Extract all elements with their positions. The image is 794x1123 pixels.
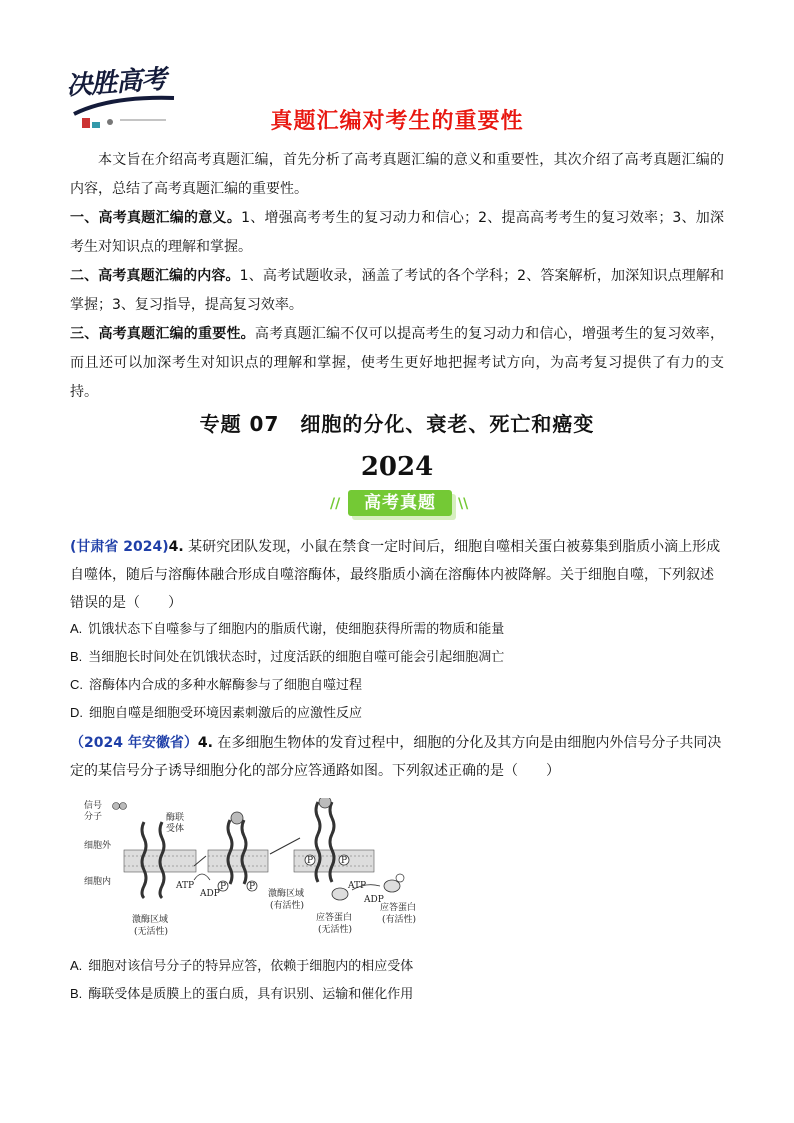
question-1-option-a: [70, 619, 504, 640]
label-receptor-1: 酶联: [166, 813, 185, 823]
bound-signal-icon: [319, 798, 331, 808]
signal-molecule-icon: [113, 803, 120, 810]
question-1-stem: [70, 533, 724, 617]
bound-signal-icon: [231, 812, 243, 824]
badge-slash-left-icon: //: [330, 496, 341, 512]
phosphate-label: P: [307, 856, 314, 866]
section-3-heading: 三、高考真题汇编的重要性。: [70, 326, 255, 342]
label-atp-1: ATP: [176, 881, 195, 891]
label-receptor-2: 受体: [166, 824, 185, 834]
document-title: 真题汇编对考生的重要性: [270, 109, 524, 134]
option-letter: B.: [70, 649, 83, 664]
label-response-inactive-2: (无活性): [318, 925, 353, 935]
section-1: [70, 204, 724, 262]
phosphate-label: P: [249, 882, 256, 892]
section-3-text: 高考真题汇编不仅可以提高考生的复习动力和信心，增强考生的复习效率，而且还可以加深考生对知识点的理解和掌握，使考生更好地把握考试方向，为高考复习提供了有力的支持。: [70, 326, 724, 400]
logo-text: 决胜高考: [65, 64, 168, 102]
option-letter: A.: [70, 958, 83, 973]
option-text: 饥饿状态下自噬参与了细胞内的脂质代谢，使细胞获得所需的物质和能量: [88, 622, 505, 637]
label-kinase-active-1: 激酶区域: [268, 889, 305, 899]
response-protein-active-icon: [384, 880, 400, 892]
label-kinase-active-2: (有活性): [270, 901, 305, 911]
exam-badge: [330, 488, 470, 522]
phosphate-icon: [396, 874, 404, 882]
receptor-middle-b: [242, 820, 246, 884]
option-text: 细胞对该信号分子的特异应答，依赖于细胞内的相应受体: [88, 959, 414, 974]
badge-label: 高考真题: [348, 490, 452, 516]
label-signal: 信号: [84, 801, 103, 811]
question-1-source: (甘肃省 2024): [70, 539, 169, 555]
option-letter: D.: [70, 705, 83, 720]
label-outside: 细胞外: [84, 841, 112, 851]
label-response-inactive-1: 应答蛋白: [316, 913, 353, 923]
topic-title: 专题 07 细胞的分化、衰老、死亡和癌变: [199, 412, 595, 436]
option-letter: A.: [70, 621, 83, 636]
question-1-option-c: [70, 675, 362, 696]
option-text: 细胞自噬是细胞受环境因素刺激后的应激性反应: [89, 706, 363, 721]
question-1-option-b: [70, 647, 504, 668]
section-1-text: 1、增强高考考生的复习动力和信心；2、提高高考考生的复习效率；3、加深考生对知识点的理解和掌握。: [70, 210, 724, 255]
label-adp-1: ADP: [200, 889, 220, 899]
year-heading: 2024: [360, 452, 434, 482]
section-2-text: 1、高考试题收录，涵盖了考试的各个学科；2、答案解析，加深知识点理解和掌握；3、复习指导，提高复习效率。: [70, 268, 725, 313]
phosphate-label: P: [220, 882, 227, 892]
label-molecule: 分子: [84, 812, 103, 822]
phosphate-label: P: [341, 856, 348, 866]
label-atp-2: ATP: [348, 881, 367, 891]
question-2-text: 在多细胞生物体的发育过程中，细胞的分化及其方向是由细胞内外信号分子共同决定的某信号分子诱导细胞分化的部分应答通路如图。下列叙述正确的是（ ）: [70, 735, 722, 779]
section-2-heading: 二、高考真题汇编的内容。: [70, 268, 240, 284]
question-2-number: 4.: [197, 735, 213, 751]
label-kinase-inactive-1: 激酶区域: [132, 915, 169, 925]
response-protein-inactive-icon: [332, 888, 348, 900]
section-2: [70, 262, 724, 320]
question-2-option-b: [70, 984, 413, 1005]
membrane-middle: [208, 850, 268, 872]
question-1-text: 某研究团队发现，小鼠在禁食一定时间后，细胞自噬相关蛋白被募集到脂质小滴上形成自噬体，随后与溶酶体融合形成自噬溶酶体，最终脂质小滴在溶酶体内被降解。关于细胞自噬，下列叙述错误的是（ ）: [70, 539, 721, 611]
label-kinase-inactive-2: (无活性): [134, 927, 169, 937]
intro-paragraph: 本文旨在介绍高考真题汇编，首先分析了高考真题汇编的意义和重要性，其次介绍了高考真题汇编的内容，总结了高考真题汇编的重要性。: [70, 152, 724, 197]
option-letter: C.: [70, 677, 83, 692]
question-2-source: （2024 年安徽省）: [70, 735, 198, 751]
atp-adp-arrow-icon: [194, 874, 210, 880]
option-text: 溶酶体内合成的多种水解酶参与了细胞自噬过程: [89, 678, 363, 693]
badge-slash-right-icon: \\: [458, 496, 469, 512]
option-text: 酶联受体是质膜上的蛋白质，具有识别、运输和催化作用: [88, 987, 414, 1002]
label-response-active-2: (有活性): [382, 915, 417, 925]
option-text: 当细胞长时间处在饥饿状态时，过度活跃的细胞自噬可能会引起细胞凋亡: [88, 650, 505, 665]
label-response-active-1: 应答蛋白: [380, 903, 417, 913]
section-3: [70, 320, 724, 407]
label-adp-2: ADP: [364, 895, 384, 905]
label-inside: 细胞内: [84, 877, 112, 887]
option-letter: B.: [70, 986, 83, 1001]
question-1-option-d: [70, 703, 362, 724]
question-1-number: 4.: [168, 539, 184, 555]
signal-molecule-icon: [120, 803, 127, 810]
section-1-heading: 一、高考真题汇编的意义。: [70, 210, 242, 226]
receptor-middle-a: [228, 820, 232, 884]
signal-pathway-diagram: [82, 798, 482, 942]
question-2-stem: [70, 729, 724, 785]
question-2-option-a: [70, 956, 413, 977]
